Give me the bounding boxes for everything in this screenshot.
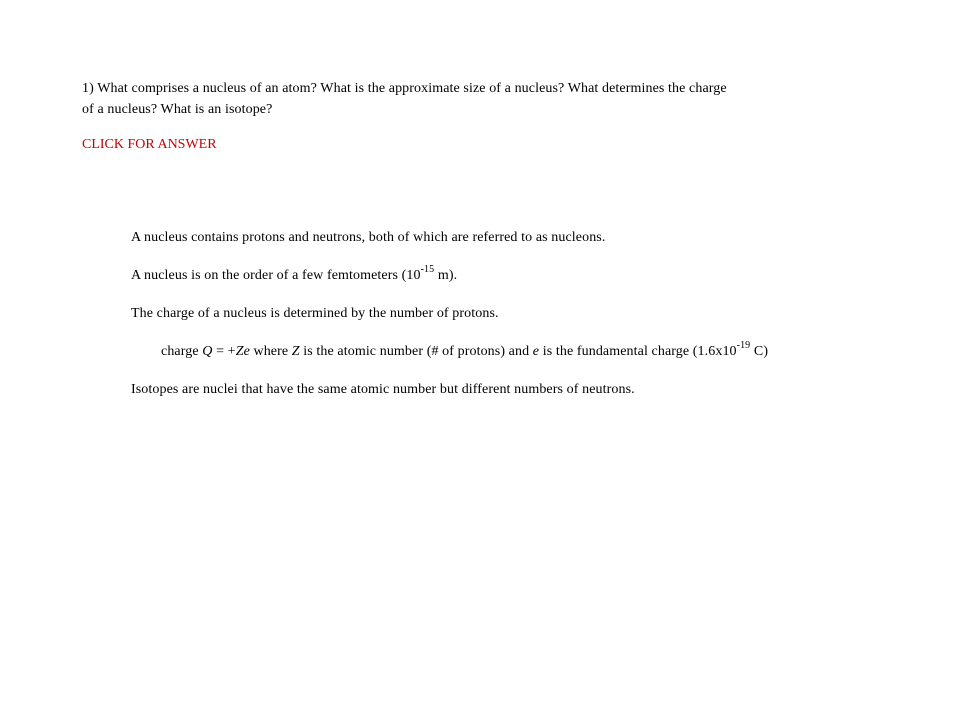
formula-symbol-q: Q <box>202 344 213 359</box>
question-line-2: of a nucleus? What is an isotope? <box>82 102 273 117</box>
answer-charge-formula <box>131 341 891 362</box>
formula-where: where <box>249 344 292 359</box>
answer-isotopes: Isotopes are nuclei that have the same atomic number but different numbers of neutrons. <box>131 382 635 397</box>
answer-size-exponent: -15 <box>420 264 435 276</box>
formula-equals: = + <box>212 344 236 359</box>
formula-symbol-z: Z <box>291 344 300 359</box>
formula-symbol-ze: Ze <box>235 344 250 359</box>
answer-block <box>131 227 891 400</box>
formula-fundamental: is the fundamental charge (1.6x10 <box>539 344 737 359</box>
answer-size-suffix: m). <box>434 268 458 283</box>
answer-size <box>131 265 891 286</box>
question-text <box>82 78 842 120</box>
answer-nucleons: A nucleus contains protons and neutrons, both of which are referred to as nucleons. <box>131 230 606 245</box>
formula-word-charge: charge <box>161 344 203 359</box>
answer-charge-intro: The charge of a nucleus is determined by the number of protons. <box>131 306 499 321</box>
formula-symbol-e: e <box>532 344 540 359</box>
formula-atomic-number: is the atomic number (# of protons) and <box>299 344 533 359</box>
formula-unit-close: C) <box>750 344 769 359</box>
answer-size-prefix: A nucleus is on the order of a few femtometers (10 <box>131 268 421 283</box>
click-for-answer-link[interactable]: CLICK FOR ANSWER <box>82 137 217 152</box>
question-line-1: 1) What comprises a nucleus of an atom? What is the approximate size of a nucleus? What determines the charge <box>82 81 727 96</box>
formula-exponent: -19 <box>736 340 751 352</box>
